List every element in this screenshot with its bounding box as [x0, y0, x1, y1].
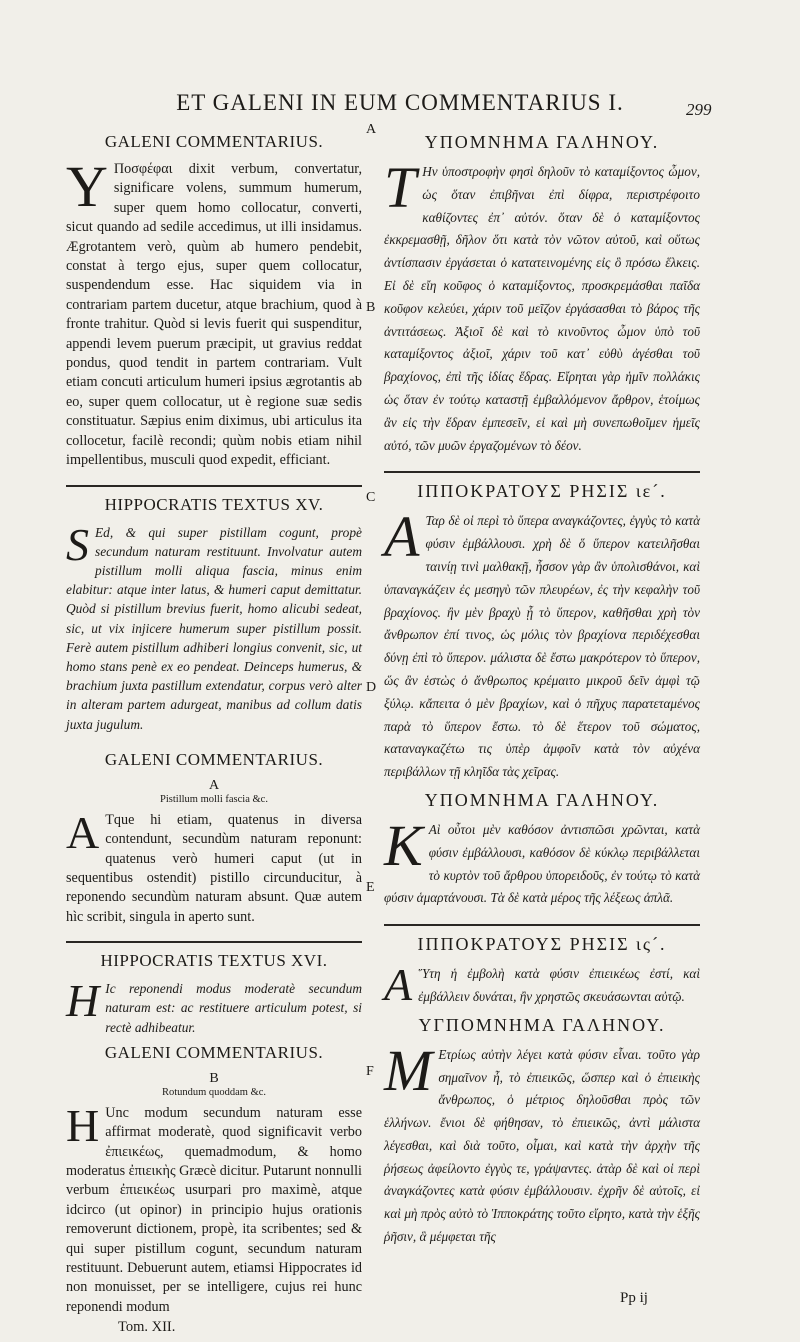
paragraph-body: Ετρίως αὐτὴν λέγει κατὰ φύσιν εἶναι. τοῦτο γὰρ σημαῖνον ἦ, τὸ ἐπιεικῶς, ὥσπερ καὶ ὁ ἐπιεικὴς ἄνθρωπος, ὁ μέτριος δηλοῦσθαι πρὸς τῶν ἑλλήνων. ἔνιοι δὲ φήθησαν, τὸ ἐπιεικῶς, ἀντὶ μάλιστα λέγεσθαι, καὶ διὰ τοῦτο, οἶμαι, καὶ κατὰ τὴν ἀρχὴν τῆς ῥήσεως ἀφείλοντο ἐγγὺς τε, γράψαντες. ἀτὰρ δὲ καὶ οἱ περὶ ἀναγκάζοντες κατὰ φύσιν ἐμβάλλουσιν. ἐχρῆν δὲ αὐτοῖς, εἰ καὶ μὴ πρὸς αὐτὸ τὸ Ἱπποκράτης τοῦτο εἴρητο, κατὰ τὴν ἑξῆς ῥῆσιν, ἃ μέμφεται τῆς — [384, 1046, 700, 1245]
lemma: Rotundum quoddam &c. — [161, 1086, 267, 1098]
section-divider — [384, 471, 700, 473]
commentary-text — [384, 812, 700, 910]
drop-cap: S — [66, 518, 89, 570]
hippocrates-rhesis-15 — [384, 481, 700, 784]
greek-commentary-3 — [384, 1015, 700, 1249]
drop-cap: A — [384, 504, 420, 570]
aphorism-text — [66, 975, 362, 1037]
drop-cap: A — [66, 806, 100, 858]
section-heading: HIPPOCRATIS TEXTUS XV. — [104, 494, 324, 514]
paragraph-body: Ic reponendi modus moderatè secundum naturam est: ac restituere articulum potest, si rectè adhibeatur. — [105, 981, 362, 1035]
commentary-text — [66, 154, 362, 471]
section-divider — [66, 485, 362, 487]
margin-letter-b: B — [366, 300, 376, 315]
section-heading: ΥΠΟΜΝΗΜΑ ΓΑΛΗΝΟΥ. — [424, 789, 660, 810]
paragraph-body: Αὶ οὗτοι μὲν καθόσον ἀντισπῶσι χρῶνται, κατὰ φύσιν ἐμβάλλουσι, καθόσον δὲ κύκλῳ περιβάλλεται τὸ κυρτὸν τοῦ ἄρθρου ὑπορειδοῦς, ἐν τούτῳ τὸ κατὰ φύσιν ἁμαρτάνουσι. Τὰ δὲ κατὰ μέρος τῆς λέξεως ἁπλᾶ. — [384, 821, 700, 906]
commentary-text — [384, 1037, 700, 1249]
drop-cap: K — [384, 812, 423, 878]
section-heading: ΥΓΠΟΜΝΗΜΑ ΓΑΛΗΝΟΥ. — [418, 1014, 666, 1035]
aphorism-text — [384, 504, 700, 784]
paragraph-body: Ὕτη ἡ ἐμβολὴ κατὰ φύσιν ἐπιεικέως ἐστί, καὶ ἐμβάλλειν δυνάται, ἢν χρηστῶς σκευάσωνται αὐτῷ. — [418, 966, 700, 1004]
volume-line — [66, 1319, 362, 1336]
drop-cap: A — [384, 959, 413, 1011]
section-divider — [66, 941, 362, 943]
section-heading: ΙΠΠΟΚΡΑΤΟΥΣ ΡΗΣΙΣ ις´. — [417, 934, 667, 955]
paragraph-body: Ed, & qui super pistillam cogunt, propè secundum naturam restituunt. Involvatur autem pistillum molli aliqua fascia, minus enim elabitur: atque inter latus, & humeri caput demittatur. Quòd si pistillum brevius fuerit, homo alicubi sedeat, sic, ut vix injicere humerum super pistillum possit. Ferè autem pistillum adhiberi longius convenit, sic, ut homo stans penè ex eo pendeat. Deinceps humerus, & brachium juxta pastillum extendatur, corpus verò alter in alteram partem adurgeat, manibus ad collum datis juxta jugulum. — [66, 524, 362, 732]
section-divider — [384, 924, 700, 926]
margin-letter-f: F — [366, 1064, 374, 1079]
hippocrates-text-15 — [66, 495, 362, 734]
subsection-letter: A — [208, 777, 220, 793]
aphorism-text — [66, 518, 362, 734]
hippocrates-rhesis-16 — [384, 934, 700, 1009]
margin-letter-c: C — [366, 490, 376, 505]
drop-cap: M — [384, 1037, 433, 1103]
drop-cap: H — [66, 975, 100, 1027]
drop-cap: T — [384, 155, 417, 220]
drop-cap: H — [66, 1099, 100, 1151]
galen-commentary-3 — [66, 1043, 362, 1336]
paragraph-body: Ποσφέφαι dixit verbum, convertatur, significare volens, summum humerum, super quem homo collocatur, converti, sicut quando ad sedile accedimus, ut illi insidamus. Ægrotantem verò, quùm ab humero pendebit, constat à tergo ejus, super quem collocatur, suspendendum esse. Hac siquidem via in contrariam partem ducetur, atque brachium, quod à fronte trahitur. Quòd si levis fuerit qui suspenditur, appendi levem puerum præcipit, ut gravius reddat pondus, quod tendit in partem contrariam. Vult etiam concuti articulum humeri ipsius ægrotantis ab eo, super quem collocatur, ut è regione suæ sedis constituatur. Sæpius enim diximus, ubi articulus ita collocetur, facilè recondi; quùm nobis etiam nihil impellentibus, musculi quod expedit, efficiant. — [66, 161, 362, 469]
paragraph-body: Unc modum secundum naturam esse affirmat moderatè, quod significavit verbo ἐπιεικέως, quemadmodum, & homo moderatus ἐπιεικὴς Græcè dicitur. Putarunt nonnulli verbum ἐπιεικέως usurpari pro maximè, atque idcirco (ut opinor) in principio hujus orationis removerunt dictionem, propè, ita scribentes; sed & qui super pistillum cogunt, secundum naturam restituunt. Debuerunt autem, etiamsi Hippocrates id non monuisset, per se intelligere, cujus rei hunc reponendi modum — [66, 1104, 362, 1315]
section-heading: GALENI COMMENTARIUS. — [104, 1042, 324, 1062]
margin-letter-d: D — [366, 680, 377, 695]
hippocrates-text-16 — [66, 951, 362, 1037]
margin-letter-e: E — [366, 880, 375, 895]
paragraph-body: Tque hi etiam, quatenus in diversa contendunt, secundùm naturam reponunt: quatenus verò humeri caput (ut in sequentibus ostendit) pistillo circunducitur, à reponendo secundùm naturam absunt. Quæ autem hìc scribit, singula in aperto sunt. — [66, 811, 362, 925]
drop-cap: Y — [66, 154, 108, 219]
commentary-text — [384, 155, 700, 457]
section-heading: GALENI COMMENTARIUS. — [104, 749, 324, 769]
latin-column — [66, 128, 362, 1342]
galen-commentary-2 — [66, 750, 362, 927]
running-title: ET GALENI IN EUM COMMENTARIUS I. — [176, 90, 624, 115]
paragraph-body: Ταρ δὲ οἱ περὶ τὸ ὕπερα αναγκάζοντες, ἐγγὺς τὸ κατὰ φύσιν ἐμβάλλουσι. χρὴ δὲ ὅ ὕπερον κατειλῆσθαι ταινίῃ τινὶ μαλθακῇ, ἧσσον γὰρ ἂν ὑπολισθάνοι, καὶ ὑπαναγκάζειν ἐς μεσηγὺ τῶν πλευρέων, ἐς τὴν κεφαλὴν τοῦ βραχίονος. ἢν μὲν βραχὺ ᾖ τὸ ὕπερον, καθῆσθαι χρὴ τὸν ἄνθρωπον ἐπί τινος, ὡς μόλις τὸν βραχίονα περιδέχεσθαι δύνῃ ἐπὶ τὸ ὕπερον. μάλιστα δὲ ἔστω μακρότερον τὸ ὕπερον, ὥς ἂν ἑστὼς ὁ ἄνθρωπος κρέμαιτο μικροῦ δεῖν ἀμφὶ τῷ ξύλῳ. κἄπειτα ὁ μὲν βραχίων, καὶ ὁ πῆχυς παρατεταμένος παρὰ τὸ ὕπερον ἔστω. τὸ δὲ ἕτερον τοῦ σώματος, καταναγκαζέτω τις ὑπὲρ ἀμφοῖν κατὰ τὸν αὐχένα περιβάλλων τῇ κληῖδα τὰς χεῖρας. — [384, 513, 700, 780]
volume-label: Tom. XII. — [118, 1319, 176, 1336]
margin-letter-a: A — [366, 122, 377, 137]
lemma: Pistillum molli fascia &c. — [160, 793, 268, 805]
section-heading: ΥΠΟΜΝΗΜΑ ΓΑΛΗΝΟΥ. — [424, 132, 660, 152]
aphorism-text — [384, 959, 700, 1011]
commentary-text — [66, 806, 362, 927]
greek-commentary-1 — [384, 132, 700, 457]
commentary-text — [66, 1099, 362, 1317]
printer-signature: Pp ij — [620, 1290, 648, 1306]
section-heading: GALENI COMMENTARIUS. — [104, 132, 324, 151]
paragraph-body: Ην ὑποστροφὴν φησὶ δηλοῦν τὸ καταμίξοντος ὦμον, ὡς ὅταν ἐπιβῆναι ἐπὶ δίφρα, περιστρέφοιτο καθίζοντες ἐπ᾽ αὐτόν. ὅταν δὲ ὁ καταμίξοντος ἐκκρεμασθῇ, δῆλον ὅτι κατὰ τὸν νῶτον αὐτοῦ, καὶ οὕτως ἀντίσπασιν ἐργάσεται ὁ κατατεινομένης εἰς ὃ πρόσω ἕλκεις. Εἰ δὲ εἴη κοῦφος ὁ καταμίξοντος, προσκρεμάσθαι παῖδα κοῦφον κελεύει, χάριν τοῦ μεῖζον ἐργάσασθαι τὸ βάρος τῆς ἀντιτάσεως. Ἀξιοῖ δὲ καὶ τὸ κινοῦντος ὦμον ὑπὸ τοῦ καταμίξοντος ἀξιοῖ, χάριν τοῦ κατ᾽ εὐθὺ ἀγέσθαι τοῦ βραχίονος, ἐπὶ τῆς ἰδίας ἕδρας. Εἴρηται γὰρ ἡμῖν πολλάκις ὡς ὅταν ἐν τούτῳ καταστῇ ἐμβαλλόμενον ἄρθρον, ἑτοίμως ἂν εἰς τὴν ἕδραν ἐμπεσεῖν, εἰ καὶ μὴ συνεπωθοῖμεν ἡμεῖς αὐτό, τῶν μυῶν ἐργαζομένων τὸ δέον. — [384, 164, 700, 453]
page-number: 299 — [686, 100, 712, 119]
subsection-letter: B — [209, 1070, 219, 1086]
galen-commentary-1 — [66, 132, 362, 471]
section-heading: HIPPOCRATIS TEXTUS XVI. — [100, 951, 328, 971]
greek-column — [384, 128, 700, 1255]
section-heading: ΙΠΠΟΚΡΑΤΟΥΣ ΡΗΣΙΣ ιε´. — [417, 481, 667, 502]
greek-commentary-2 — [384, 790, 700, 910]
